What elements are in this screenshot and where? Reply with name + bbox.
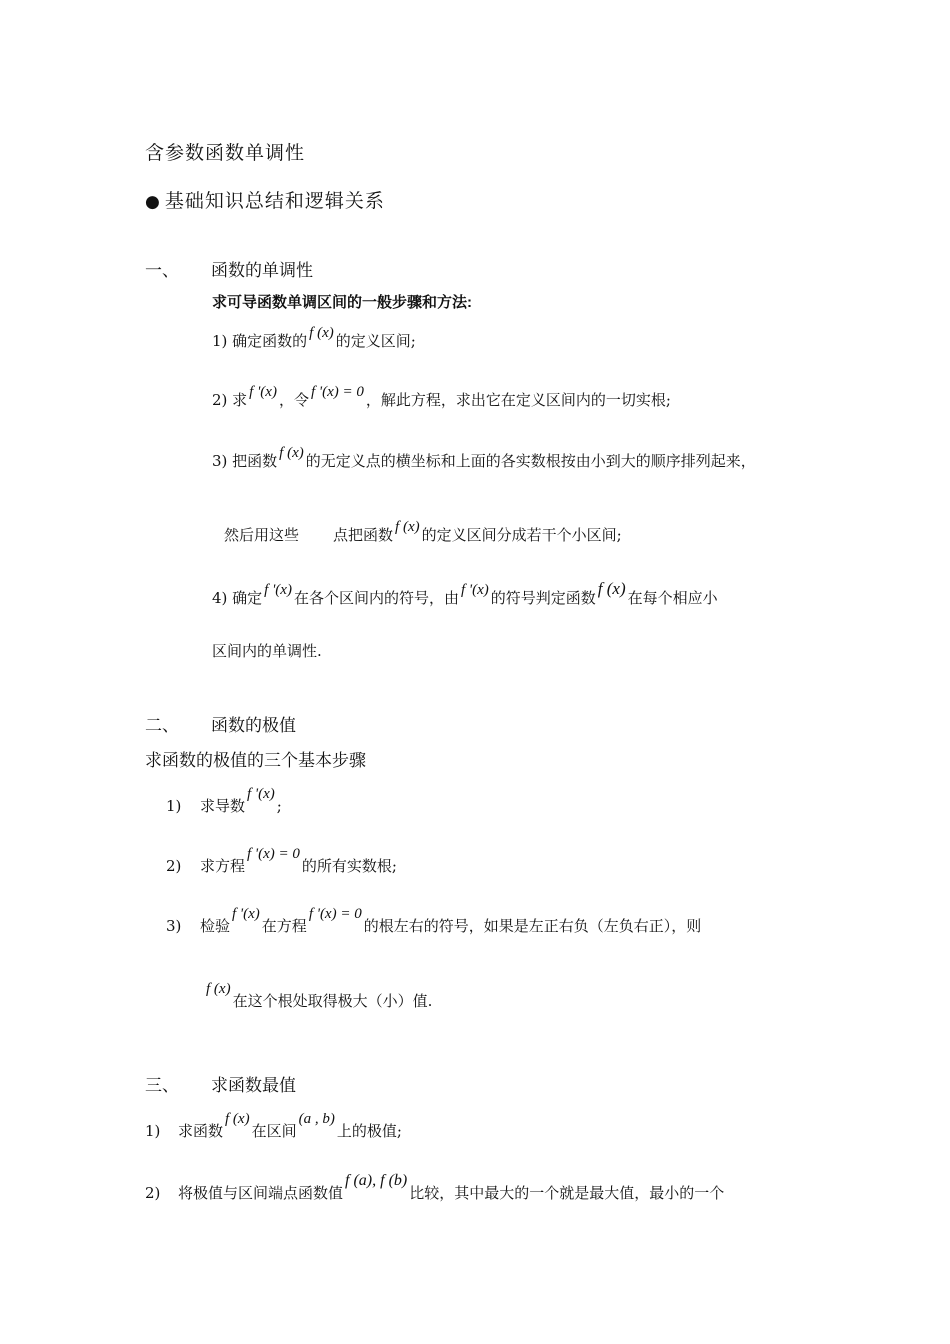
section2-title: 函数的极值 [211,716,296,735]
section2-step1 [166,786,282,816]
step-number: 3) [166,917,182,935]
math-expression: (a , b) [298,1111,335,1127]
step-text: 在各个区间内的符号，由 [293,589,459,607]
section1-step1 [212,325,416,351]
section1-subtitle: 求可导函数单调区间的一般步骤和方法: [212,294,472,311]
step-text: 检验 [200,917,231,935]
step-text: 在这个根处取得极大（小）值. [232,992,433,1010]
section2-step2 [166,846,397,876]
section3-number: 三、 [145,1076,179,1095]
section3-title: 求函数最值 [211,1076,296,1095]
section1-number: 一、 [145,261,179,280]
bullet-text: 基础知识总结和逻辑关系 [164,190,385,212]
math-expression: f (x) [225,1111,250,1127]
section3-step1 [145,1111,402,1141]
step-text: 1) 确定函数的 [212,332,308,350]
step-text: 的根左右的符号，如果是左正右负（左负右正），则 [363,917,702,935]
section1-step4 [212,579,718,608]
section1-step4-continued: 区间内的单调性. [212,642,322,660]
section2-subtitle: 求函数的极值的三个基本步骤 [145,751,366,770]
step-number: 1) [145,1122,161,1140]
math-expression: f '(x) = 0 [308,906,362,922]
step-text: ，解此方程，求出它在定义区间内的一切实根; [365,391,671,409]
step-text: 的定义区间分成若干个小区间; [421,526,622,544]
math-expression: f (x) [597,579,626,598]
bullet-icon: ● [145,192,161,212]
step-number: 2) [145,1184,161,1202]
section1-step3-continued [224,519,622,545]
math-expression: f (x) [309,325,334,341]
math-expression: f '(x) [460,582,489,598]
step-text: 3) 把函数 [212,452,278,470]
step-text: 将极值与区间端点函数值 [178,1184,344,1202]
section1-step3 [212,445,756,471]
step-text: 然后用这些 [224,526,300,544]
section2-number: 二、 [145,716,179,735]
step-text: 上的极值; [336,1122,402,1140]
math-expression: f '(x) = 0 [247,846,300,862]
step-text: 求导数 [200,797,246,815]
step-text: 的定义区间; [335,332,416,350]
step-text: 求方程 [200,857,246,875]
math-expression: f (a), f (b) [345,1172,408,1189]
step-text: ; [276,797,282,815]
step-text: 在区间 [251,1122,297,1140]
math-expression: f '(x) = 0 [310,384,364,400]
step-number: 2) [166,857,182,875]
step-text: 2) 求 [212,391,248,409]
section3-step2 [145,1172,725,1203]
step-text: 4) 确定 [212,589,263,607]
step-text: 比较，其中最大的一个就是最大值，最小的一个 [409,1184,725,1202]
section3-heading [145,1071,296,1096]
step-text: 的无定义点的横坐标和上面的各实数根按由小到大的顺序排列起来， [305,452,756,470]
math-expression: f '(x) [247,786,275,802]
math-expression: f (x) [206,981,231,997]
section1-title: 函数的单调性 [211,261,313,280]
step-text: 的所有实数根; [301,857,397,875]
math-expression: f '(x) [264,582,292,598]
section2-step3-continued [204,981,433,1011]
section2-heading [145,711,296,736]
bullet-heading [145,186,385,213]
step-text: ，令 [278,391,309,409]
math-expression: f '(x) [232,906,260,922]
step-text: 求函数 [178,1122,224,1140]
section1-heading [145,256,313,281]
math-expression: f (x) [395,519,420,535]
math-expression: f '(x) [249,384,277,400]
section1-step2 [212,384,671,410]
step-text: 的符号判定函数 [490,589,596,607]
step-text: 在每个相应小 [627,589,718,607]
page-title: 含参数函数单调性 [145,142,306,164]
section2-step3 [166,906,702,936]
math-expression: f (x) [279,445,304,461]
step-text: 在方程 [261,917,307,935]
step-text: 点把函数 [333,526,394,544]
step-number: 1) [166,797,182,815]
